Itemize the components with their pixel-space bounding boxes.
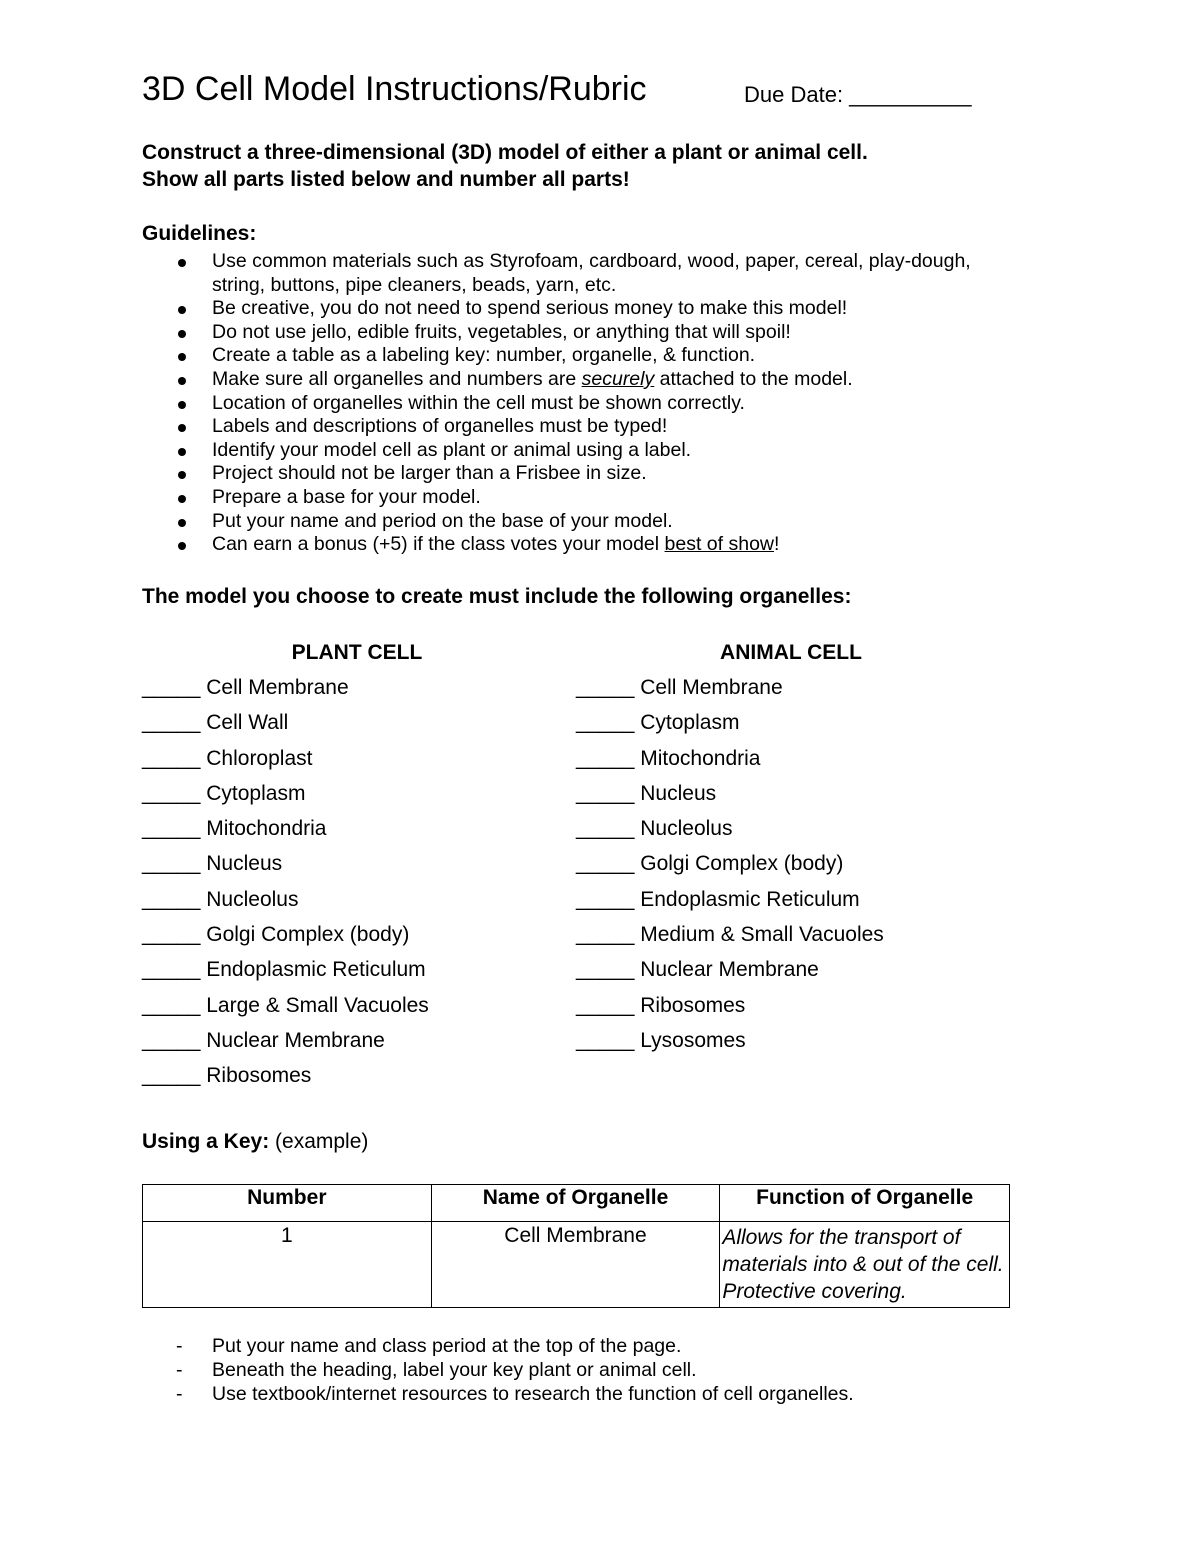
dash-marker: - xyxy=(176,1335,183,1357)
organelle-name: Lysosomes xyxy=(640,1028,746,1052)
emphasis-securely: securely xyxy=(581,367,655,390)
bullet-icon xyxy=(178,471,186,479)
organelle-name: Cytoplasm xyxy=(640,711,740,735)
organelle-item xyxy=(142,846,429,881)
bullet-icon xyxy=(178,377,186,385)
blank-line: _____ xyxy=(142,746,201,770)
blank-line: _____ xyxy=(576,958,635,982)
organelle-name: Mitochondria xyxy=(640,746,761,770)
table-row xyxy=(143,1222,1010,1308)
organelle-name: Endoplasmic Reticulum xyxy=(206,958,426,982)
organelle-item xyxy=(576,670,884,705)
bullet-icon xyxy=(178,330,186,338)
organelle-item xyxy=(142,917,429,952)
organelle-name: Medium & Small Vacuoles xyxy=(640,923,884,947)
blank-line: _____ xyxy=(576,676,635,699)
blank-line: _____ xyxy=(142,887,201,911)
organelle-name: Ribosomes xyxy=(640,993,746,1017)
blank-line: _____ xyxy=(142,817,201,841)
cell-number: 1 xyxy=(143,1222,432,1308)
notes-list xyxy=(0,1334,854,1406)
guidelines-list xyxy=(0,250,1082,557)
bullet-icon xyxy=(178,542,186,550)
organelle-item xyxy=(576,846,884,881)
organelle-name: Cell Wall xyxy=(206,711,289,735)
organelle-item xyxy=(576,776,884,811)
organelles-heading: The model you choose to create must include the following organelles: xyxy=(142,585,852,608)
cell-organelle-name: Cell Membrane xyxy=(431,1222,720,1308)
blank-line: _____ xyxy=(576,993,635,1017)
organelle-item xyxy=(576,988,884,1023)
blank-line: _____ xyxy=(576,781,635,805)
emphasis-best-of-show: best of show xyxy=(664,533,775,556)
blank-line: _____ xyxy=(142,711,201,735)
organelle-item xyxy=(576,811,884,846)
guidelines-heading: Guidelines: xyxy=(142,222,257,245)
due-date-field: Due Date: __________ xyxy=(744,82,972,107)
cell-organelle-function: Allows for the transport of materials into & out of the cell. Protective covering. xyxy=(720,1222,1010,1308)
blank-line: _____ xyxy=(576,711,635,735)
organelle-name: Ribosomes xyxy=(206,1064,312,1088)
blank-line: _____ xyxy=(142,1028,201,1052)
column-header-name: Name of Organelle xyxy=(431,1185,720,1222)
organelle-name: Cell Membrane xyxy=(206,676,349,699)
organelle-item xyxy=(142,1058,429,1093)
organelle-name: Endoplasmic Reticulum xyxy=(640,887,860,911)
organelle-name: Golgi Complex (body) xyxy=(640,852,844,876)
organelle-name: Chloroplast xyxy=(206,746,313,770)
bullet-icon xyxy=(178,306,186,314)
blank-line: _____ xyxy=(142,993,201,1017)
blank-line: _____ xyxy=(142,852,201,876)
dash-marker: - xyxy=(176,1359,183,1381)
blank-line: _____ xyxy=(142,1064,201,1088)
guideline-item: Project should not be larger than a Frisbee in size. xyxy=(0,462,1082,486)
dash-marker: - xyxy=(176,1383,183,1405)
organelle-item xyxy=(142,988,429,1023)
guideline-item: Can earn a bonus (+5) if the class votes your model best of show! xyxy=(0,533,1082,557)
organelle-name: Cytoplasm xyxy=(206,781,306,805)
intro-line-2: Show all parts listed below and number all parts! xyxy=(142,168,630,191)
guideline-item: Labels and descriptions of organelles must be typed! xyxy=(0,415,1082,439)
guideline-item: Create a table as a labeling key: number, organelle, & function. xyxy=(0,344,1082,368)
guideline-item: Location of organelles within the cell must be shown correctly. xyxy=(0,392,1082,416)
animal-organelle-list xyxy=(576,670,884,1058)
note-item: - Beneath the heading, label your key plant or animal cell. xyxy=(176,1359,697,1381)
organelle-name: Nuclear Membrane xyxy=(206,1028,385,1052)
blank-line: _____ xyxy=(576,923,635,947)
bullet-icon xyxy=(178,259,186,267)
organelle-item xyxy=(142,670,429,705)
blank-line: _____ xyxy=(576,746,635,770)
bullet-icon xyxy=(178,495,186,503)
blank-line: _____ xyxy=(576,1028,635,1052)
organelle-item xyxy=(576,705,884,740)
guideline-item: Identify your model cell as plant or animal using a label. xyxy=(0,439,1082,463)
guideline-item: Be creative, you do not need to spend serious money to make this model! xyxy=(0,297,1082,321)
bullet-icon xyxy=(178,519,186,527)
note-item: - Put your name and class period at the top of the page. xyxy=(176,1335,682,1357)
bullet-icon xyxy=(178,353,186,361)
blank-line: _____ xyxy=(576,817,635,841)
organelle-name: Golgi Complex (body) xyxy=(206,923,410,947)
blank-line: _____ xyxy=(142,676,201,699)
animal-cell-heading: ANIMAL CELL xyxy=(720,641,862,664)
column-header-function: Function of Organelle xyxy=(720,1185,1010,1222)
organelle-item xyxy=(142,811,429,846)
bullet-icon xyxy=(178,401,186,409)
organelle-name: Nucleolus xyxy=(206,887,299,911)
organelle-item xyxy=(142,952,429,987)
bullet-icon xyxy=(178,448,186,456)
blank-line: _____ xyxy=(576,887,635,911)
intro-line-1: Construct a three-dimensional (3D) model of either a plant or animal cell. xyxy=(142,141,868,164)
guideline-item: Put your name and period on the base of your model. xyxy=(0,510,1082,534)
bullet-icon xyxy=(178,424,186,432)
key-table xyxy=(142,1184,1010,1308)
page-title: 3D Cell Model Instructions/Rubric xyxy=(142,70,647,108)
note-item: - Use textbook/internet resources to research the function of cell organelles. xyxy=(176,1383,854,1405)
organelle-name: Nucleus xyxy=(640,781,717,805)
column-header-number: Number xyxy=(143,1185,432,1222)
organelle-item xyxy=(142,776,429,811)
organelle-name: Nucleus xyxy=(206,852,283,876)
organelle-item xyxy=(142,705,429,740)
blank-line: _____ xyxy=(576,852,635,876)
organelle-name: Nucleolus xyxy=(640,817,733,841)
organelle-item xyxy=(576,952,884,987)
guideline-item: Make sure all organelles and numbers are securely attached to the model. xyxy=(0,368,1082,392)
organelle-item xyxy=(576,1023,884,1058)
organelle-item xyxy=(142,1023,429,1058)
plant-cell-heading: PLANT CELL xyxy=(291,641,423,664)
key-heading: Using a Key: (example) xyxy=(142,1130,369,1153)
blank-line: _____ xyxy=(142,781,201,805)
organelle-name: Nuclear Membrane xyxy=(640,958,819,982)
blank-line: _____ xyxy=(142,958,201,982)
key-table-header xyxy=(143,1185,1010,1222)
organelle-item xyxy=(142,741,429,776)
organelle-item xyxy=(576,741,884,776)
guideline-item: Do not use jello, edible fruits, vegetables, or anything that will spoil! xyxy=(0,321,1082,345)
plant-organelle-list xyxy=(142,670,429,1094)
organelle-name: Cell Membrane xyxy=(640,676,783,699)
organelle-item xyxy=(576,882,884,917)
organelle-name: Mitochondria xyxy=(206,817,327,841)
blank-line: _____ xyxy=(142,923,201,947)
organelle-item xyxy=(576,917,884,952)
guideline-item: Use common materials such as Styrofoam, cardboard, wood, paper, cereal, play-dough, string, buttons, pipe cleaners, beads, yarn, etc. xyxy=(0,250,1082,297)
organelle-name: Large & Small Vacuoles xyxy=(206,993,429,1017)
organelle-item xyxy=(142,882,429,917)
guideline-item: Prepare a base for your model. xyxy=(0,486,1082,510)
